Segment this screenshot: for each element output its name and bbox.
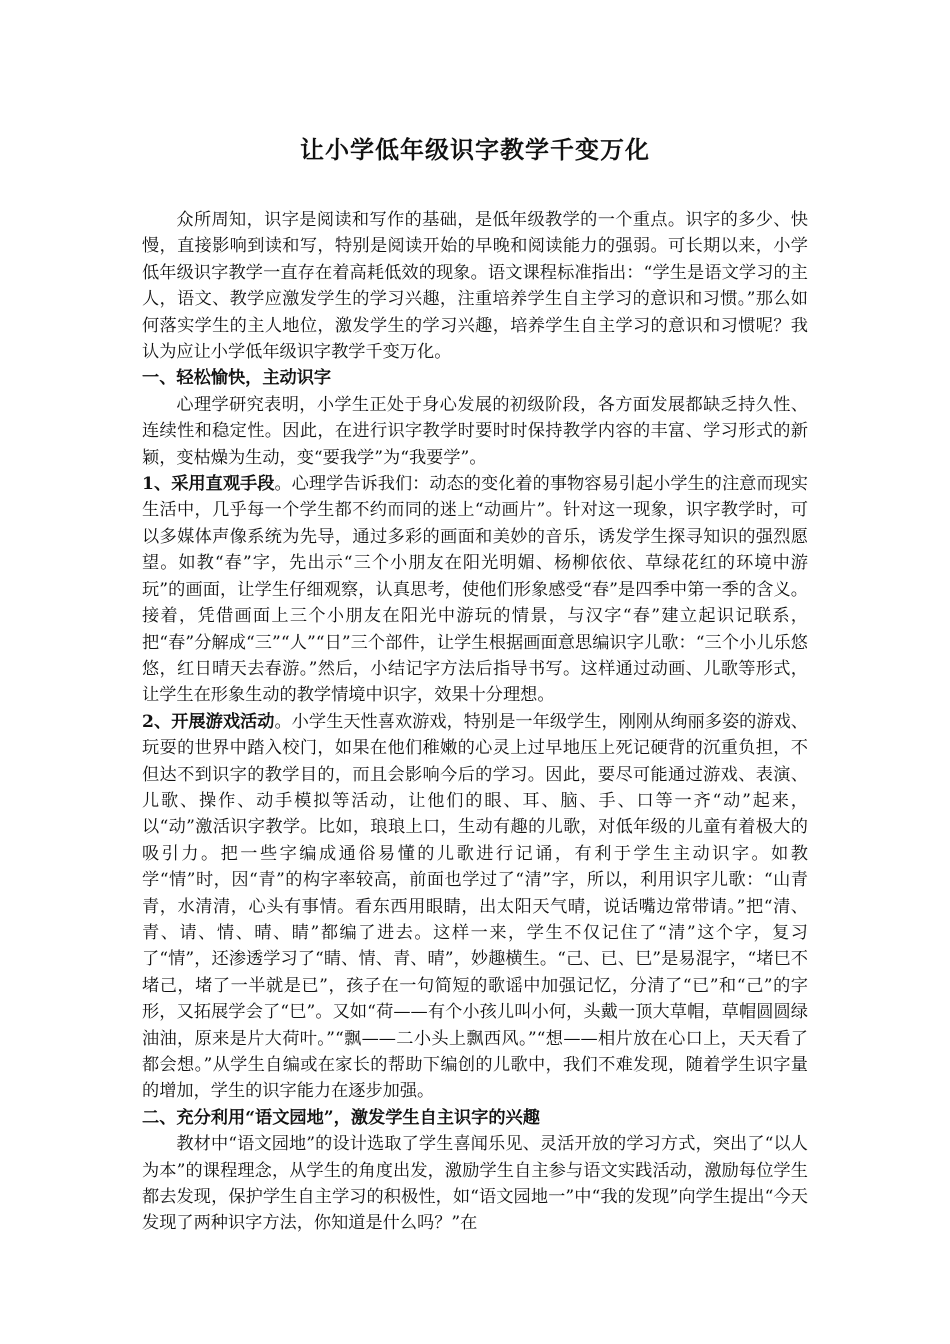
section-2-paragraph: 教材中“语文园地”的设计选取了学生喜闻乐见、灵活开放的学习方式，突出了“以人为本”的课程理念，从学生的角度出发，激励学生自主参与语文实践活动，激励每位学生都去发现，保护学生自主学习的积极性，如“语文园地一”中“我的发现”向学生提出“今天发现了两种识字方法，你知道是什么吗？”在 (142, 1134, 808, 1234)
document-title: 让小学低年级识字教学千变万化 (300, 135, 650, 164)
item-2-label: 2、开展游戏活动 (142, 711, 275, 732)
section-heading-2: 二、充分利用“语文园地”，激发学生自主识字的兴趣 (142, 1107, 540, 1128)
item-1-label: 1、采用直观手段 (142, 474, 275, 495)
section-1-paragraph: 心理学研究表明，小学生正处于身心发展的初级阶段，各方面发展都缺乏持久性、连续性和稳定性。因此，在进行识字教学时要时时保持教学内容的丰富、学习形式的新颖，变枯燥为生动，变“要我学”为“我要学”。 (142, 394, 808, 468)
item-2-paragraph (142, 709, 808, 1105)
item-1-text: 。心理学告诉我们：动态的变化着的事物容易引起小学生的注意而现实生活中，几乎每一个学生都不约而同的迷上“动画片”。针对这一现象，识字教学时，可以多媒体声像系统为先导，通过多彩的画面和美妙的音乐，诱发学生探寻知识的强烈愿望。如教“春”字，先出示“三个小朋友在阳光明媚、杨柳依依、草绿花红的环境中游玩”的画面，让学生仔细观察，认真思考，使他们形象感受“春”是四季中第一季的含义。接着，凭借画面上三个小朋友在阳光中游玩的情景，与汉字“春”建立起识记联系，把“春”分解成“三”“人”“日”三个部件，让学生根据画面意思编识字儿歌：“三个小儿乐悠悠，红日晴天去春游。”然后，小结记字方法后指导书写。这样通过动画、儿歌等形式，让学生在形象生动的教学情境中识字，效果十分理想。 (142, 474, 808, 706)
section-heading-1: 一、轻松愉快，主动识字 (142, 368, 332, 389)
item-1-paragraph (142, 471, 808, 709)
item-2-text: 。小学生天性喜欢游戏，特别是一年级学生，刚刚从绚丽多姿的游戏、玩耍的世界中踏入校门，如果在他们稚嫩的心灵上过早地压上死记硬背的沉重负担，不但达不到识字的教学目的，而且会影响今后的学习。因此，要尽可能通过游戏、表演、儿歌、操作、动手模拟等活动，让他们的眼、耳、脑、手、口等一齐“动”起来，以“动”激活识字教学。比如，琅琅上口，生动有趣的儿歌，对低年级的儿童有着极大的吸引力。把一些字编成通俗易懂的儿歌进行记诵，有利于学生主动识字。如教学“情”时，因“青”的构字率较高，前面也学过了“清”字，所以，利用识字儿歌：“山青青，水清清，心头有事情。看东西用眼睛，出太阳天气晴，说话嘴边常带请。”把“清、青、请、情、晴、睛”都编了进去。这样一来，学生不仅记住了“清”这个字，复习了“情”，还渗透学习了“睛、情、青、晴”，妙趣横生。“己、已、巳”是易混字，“堵巳不堵己，堵了一半就是已”，孩子在一句简短的歌谣中加强记忆，分清了“已”和“己”的字形，又拓展学会了“巳”。又如“荷——有个小孩儿叫小何，头戴一顶大草帽，草帽圆圆绿油油，原来是片大荷叶。”“飘——二小头上飘西风。”“想——相片放在心口上，天天看了都会想。”从学生自编或在家长的帮助下编创的儿歌中，我们不难发现，随着学生识字量的增加，学生的识字能力在逐步加强。 (142, 711, 808, 1102)
intro-paragraph: 众所周知，识字是阅读和写作的基础，是低年级教学的一个重点。识字的多少、快慢，直接影响到读和写，特别是阅读开始的早晚和阅读能力的强弱。可长期以来，小学低年级识字教学一直存在着高耗低效的现象。语文课程标准指出：“学生是语文学习的主人，语文、教学应激发学生的学习兴趣，注重培养学生自主学习的意识和习惯。”那么如何落实学生的主人地位，激发学生的学习兴趣，培养学生自主学习的意识和习惯呢？我认为应让小学低年级识字教学千变万化。 (142, 210, 808, 363)
